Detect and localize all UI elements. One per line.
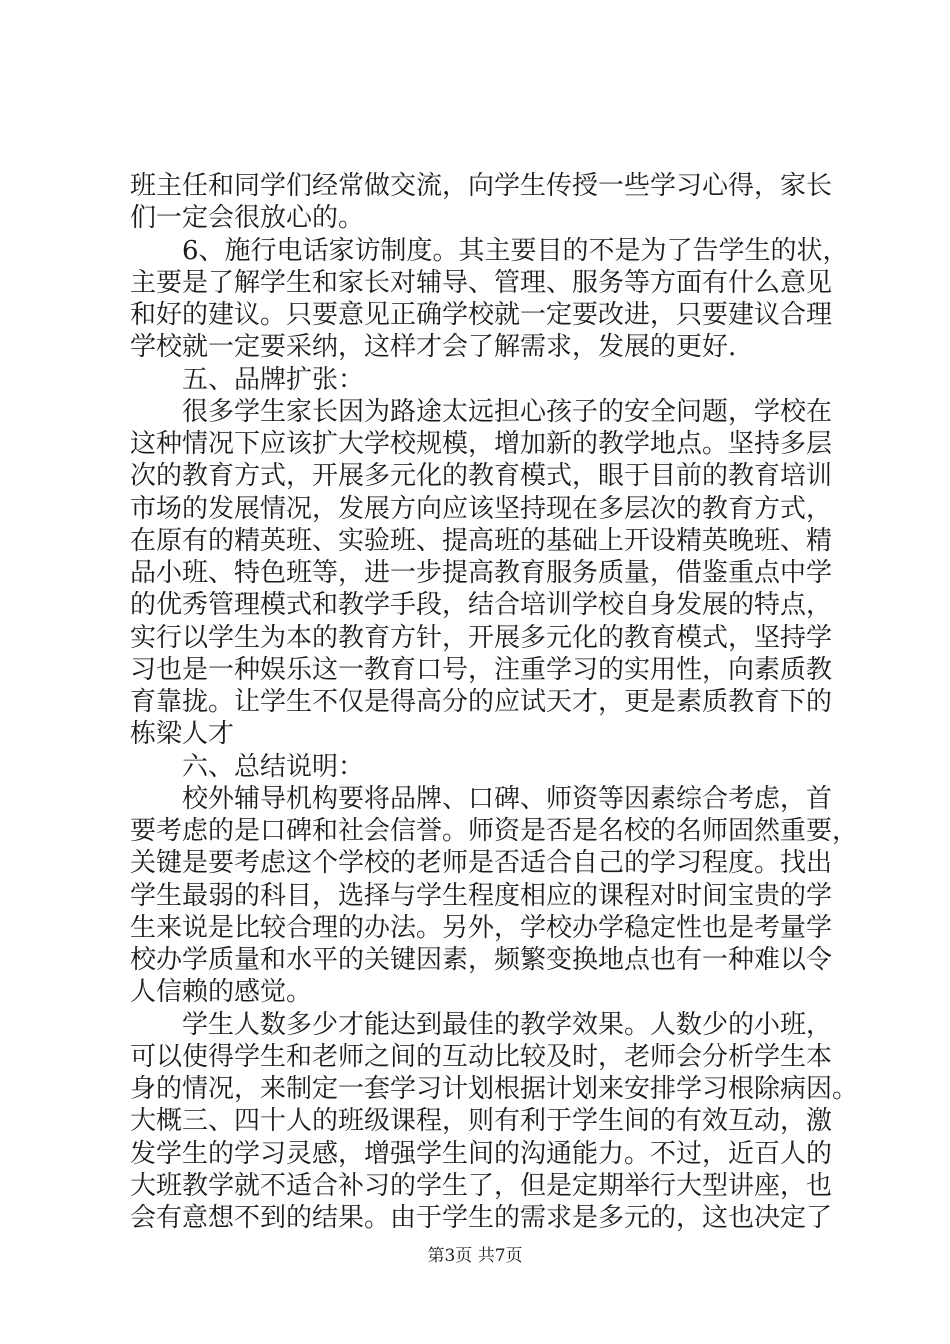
text-line: 发学生的学习灵感，增强学生间的沟通能力。不过，近百人的 bbox=[130, 1138, 833, 1169]
text-line: 人信赖的感觉。 bbox=[130, 977, 313, 1008]
text-line: 的优秀管理模式和教学手段，结合培训学校自身发展的特点， bbox=[130, 590, 833, 621]
text-line: 实行以学生为本的教育方针，开展多元化的教育模式，坚持学 bbox=[130, 622, 833, 653]
text-line: 市场的发展情况，发展方向应该坚持现在多层次的教育方式， bbox=[130, 493, 833, 524]
text-line: 品小班、特色班等，进一步提高教育服务质量，借鉴重点中学 bbox=[130, 558, 833, 588]
text-line: 校办学质量和水平的关键因素，频繁变换地点也有一种难以令 bbox=[130, 945, 833, 975]
text-line: 生来说是比较合理的办法。另外，学校办学稳定性也是考量学 bbox=[130, 912, 833, 943]
text-line: 们一定会很放心的。 bbox=[130, 203, 365, 234]
text-line: 这种情况下应该扩大学校规模，增加新的教学地点。坚持多层 bbox=[130, 429, 833, 459]
text-line: 要考虑的是口碑和社会信誉。师资是否是名校的名师固然重要， bbox=[130, 816, 859, 846]
text-line: 和好的建议。只要意见正确学校就一定要改进，只要建议合理 bbox=[130, 300, 833, 330]
text-line: 学生最弱的科目，选择与学生程度相应的课程对时间宝贵的学 bbox=[130, 880, 833, 911]
text-line: 很多学生家长因为路途太远担心孩子的安全问题，学校在 bbox=[130, 396, 833, 427]
text-line: 栋梁人才 bbox=[130, 719, 235, 750]
text-line: 会有意想不到的结果。由于学生的需求是多元的，这也决定了 bbox=[130, 1203, 833, 1233]
text-line: 在原有的精英班、实验班、提高班的基础上开设精英晚班、精 bbox=[130, 525, 833, 556]
text-line: 大班教学就不适合补习的学生了，但是定期举行大型讲座，也 bbox=[130, 1170, 833, 1201]
text-line: 五、品牌扩张： bbox=[130, 364, 365, 395]
text-line: 次的教育方式，开展多元化的教育模式，眼于目前的教育培训 bbox=[130, 461, 833, 492]
text-line: 育靠拢。让学生不仅是得高分的应试天才，更是素质教育下的 bbox=[130, 687, 833, 717]
page-footer: 第3页 共7页 bbox=[427, 1246, 523, 1266]
text-line: 可以使得学生和老师之间的互动比较及时，老师会分析学生本 bbox=[130, 1041, 833, 1072]
text-line: 6、施行电话家访制度。其主要目的不是为了告学生的状， bbox=[130, 235, 849, 266]
text-line: 学生人数多少才能达到最佳的教学效果。人数少的小班， bbox=[130, 1009, 833, 1040]
text-line: 六、总结说明： bbox=[130, 751, 365, 782]
text-line: 主要是了解学生和家长对辅导、管理、服务等方面有什么意见 bbox=[130, 267, 833, 298]
text-line: 身的情况，来制定一套学习计划根据计划来安排学习根除病因。 bbox=[130, 1074, 859, 1104]
text-line: 校外辅导机构要将品牌、口碑、师资等因素综合考虑，首 bbox=[130, 783, 833, 814]
text-line: 习也是一种娱乐这一教育口号，注重学习的实用性，向素质教 bbox=[130, 654, 833, 685]
text-line: 关键是要考虑这个学校的老师是否适合自己的学习程度。找出 bbox=[130, 848, 833, 879]
text-line: 学校就一定要采纳，这样才会了解需求，发展的更好. bbox=[130, 332, 737, 363]
text-line: 班主任和同学们经常做交流，向学生传授一些学习心得，家长 bbox=[130, 171, 833, 201]
text-line: 大概三、四十人的班级课程，则有利于学生间的有效互动，激 bbox=[130, 1106, 833, 1137]
